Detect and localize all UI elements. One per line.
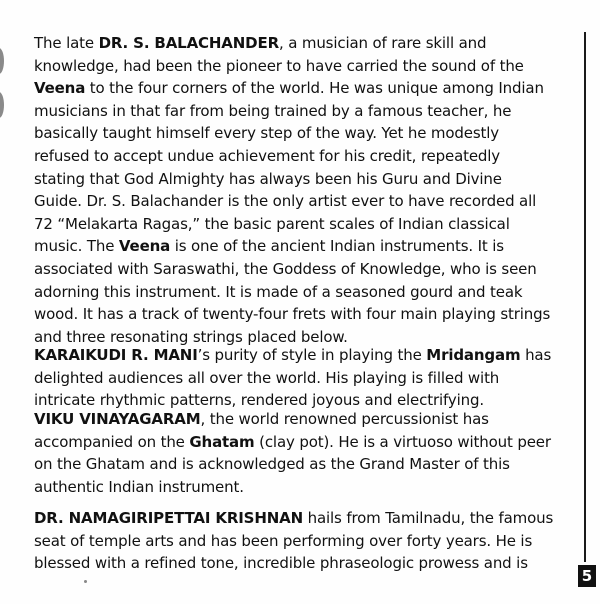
instrument-name: Veena xyxy=(34,79,86,98)
text-run: has delighted audiences all over the world. His playing is filled with intricate rhythmic patterns, rendered joyous and electrifying. xyxy=(34,346,552,410)
text-run: , the world renowned percussionist has accompanied on the xyxy=(34,410,489,451)
page-number: 5 xyxy=(578,565,596,587)
text-run: is one of the ancient Indian instruments. It is associated with Saraswathi, the Goddess of Knowledge, who is seen adorning this instrument. It is made of a seasoned gourd and teak wood. It has a track of twenty-four frets with four main playing strings and three resonating strings placed below. xyxy=(34,237,551,346)
artist-name: DR. S. BALACHANDER xyxy=(98,34,279,52)
artist-name: VIKU VINAYAGARAM xyxy=(34,410,201,428)
text-run: ’s purity of style in playing the xyxy=(197,346,427,364)
binding-edge-mark xyxy=(0,92,4,118)
text-run: , a musician of rare skill and knowledge, had been the pioneer to have carried the sound of the xyxy=(34,34,524,75)
text-run: (clay pot). He is a virtuoso without peer on the Ghatam and is acknowledged as the Grand Master of this authentic Indian instrument. xyxy=(34,432,551,496)
artist-name: KARAIKUDI R. MANI xyxy=(34,346,198,364)
text-run: to the four corners of the world. He was unique among Indian musicians in that far from being trained by a famous teacher, he basically taught himself every step of the way. Yet he modestly refused to accept undue achievement for his credit, repeatedly stating that God Almighty has always been his Guru and Divine Guide. Dr. S. Balachander is the only artist ever to have recorded all 72 “Melakarta Ragas,” the basic parent scales of Indian classical music. The xyxy=(34,79,544,256)
paragraph-mani xyxy=(34,344,554,412)
artist-name: DR. NAMAGIRIPETTAI KRISHNAN xyxy=(34,509,303,527)
instrument-name: Ghatam xyxy=(189,432,255,451)
text-run: The late xyxy=(34,34,99,52)
paragraph-krishnan xyxy=(34,507,554,575)
text-run: hails from Tamilnadu, the famous seat of temple arts and has been performing over forty years. He is blessed with a refined tone, incredible phraseologic prowess and is xyxy=(34,509,554,573)
margin-rule xyxy=(584,32,586,562)
paragraph-balachander xyxy=(34,32,554,348)
print-speck xyxy=(84,580,87,583)
binding-edge-mark xyxy=(0,48,4,74)
paragraph-vinayagaram xyxy=(34,408,554,498)
instrument-name: Veena xyxy=(118,237,171,256)
instrument-name: Mridangam xyxy=(426,346,521,364)
